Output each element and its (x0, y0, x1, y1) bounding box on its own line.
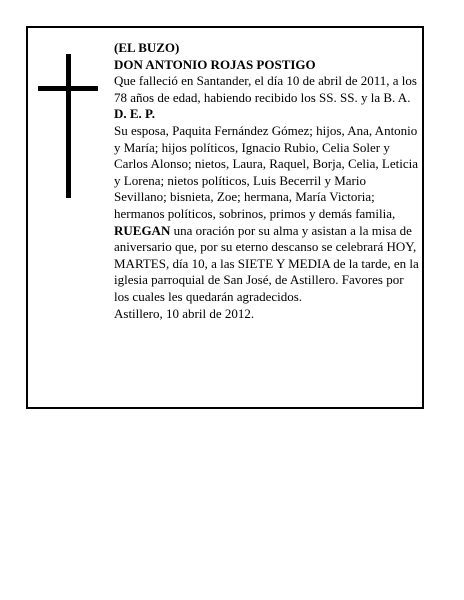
request-word: RUEGAN (114, 222, 171, 238)
deceased-name: DON ANTONIO ROJAS POSTIGO (114, 56, 316, 72)
request-text: una oración por su alma y asistan a la misa de aniversario que, por su eterno descanso se celebrará HOY, MARTES, día 10, a las SIETE Y MEDIA de la tarde, en la iglesia parroquial de San José, de Astillero. Favores por los cuales les quedarán agradecidos. (114, 222, 419, 304)
place-date: Astillero, 10 abril de 2012. (114, 305, 255, 321)
death-info: Que falleció en Santander, el día 10 de abril de 2011, a los 78 años de edad, habiendo recibido los SS. SS. y la B. A. (114, 73, 417, 105)
request-paragraph (114, 223, 420, 306)
obituary-text (114, 40, 420, 322)
obituary-notice (26, 26, 424, 409)
family-list: Su esposa, Paquita Fernández Gómez; hijos, Ana, Antonio y María; hijos políticos, Ignacio Rubio, Celia Soler y Carlos Alonso; nietos, Laura, Raquel, Borja, Celia, Leticia y Lorena; nietos políticos, Luis Becerril y Mario Sevillano; bisnieta, Zoe; hermana, María Victoria; hermanos políticos, sobrinos, primos y demás familia, (114, 122, 418, 221)
cross-vertical-bar (66, 54, 71, 198)
cross-horizontal-bar (38, 86, 98, 91)
deceased-nickname: (EL BUZO) (114, 40, 180, 55)
rip-label: D. E. P. (114, 106, 156, 122)
cross-icon (38, 54, 98, 198)
